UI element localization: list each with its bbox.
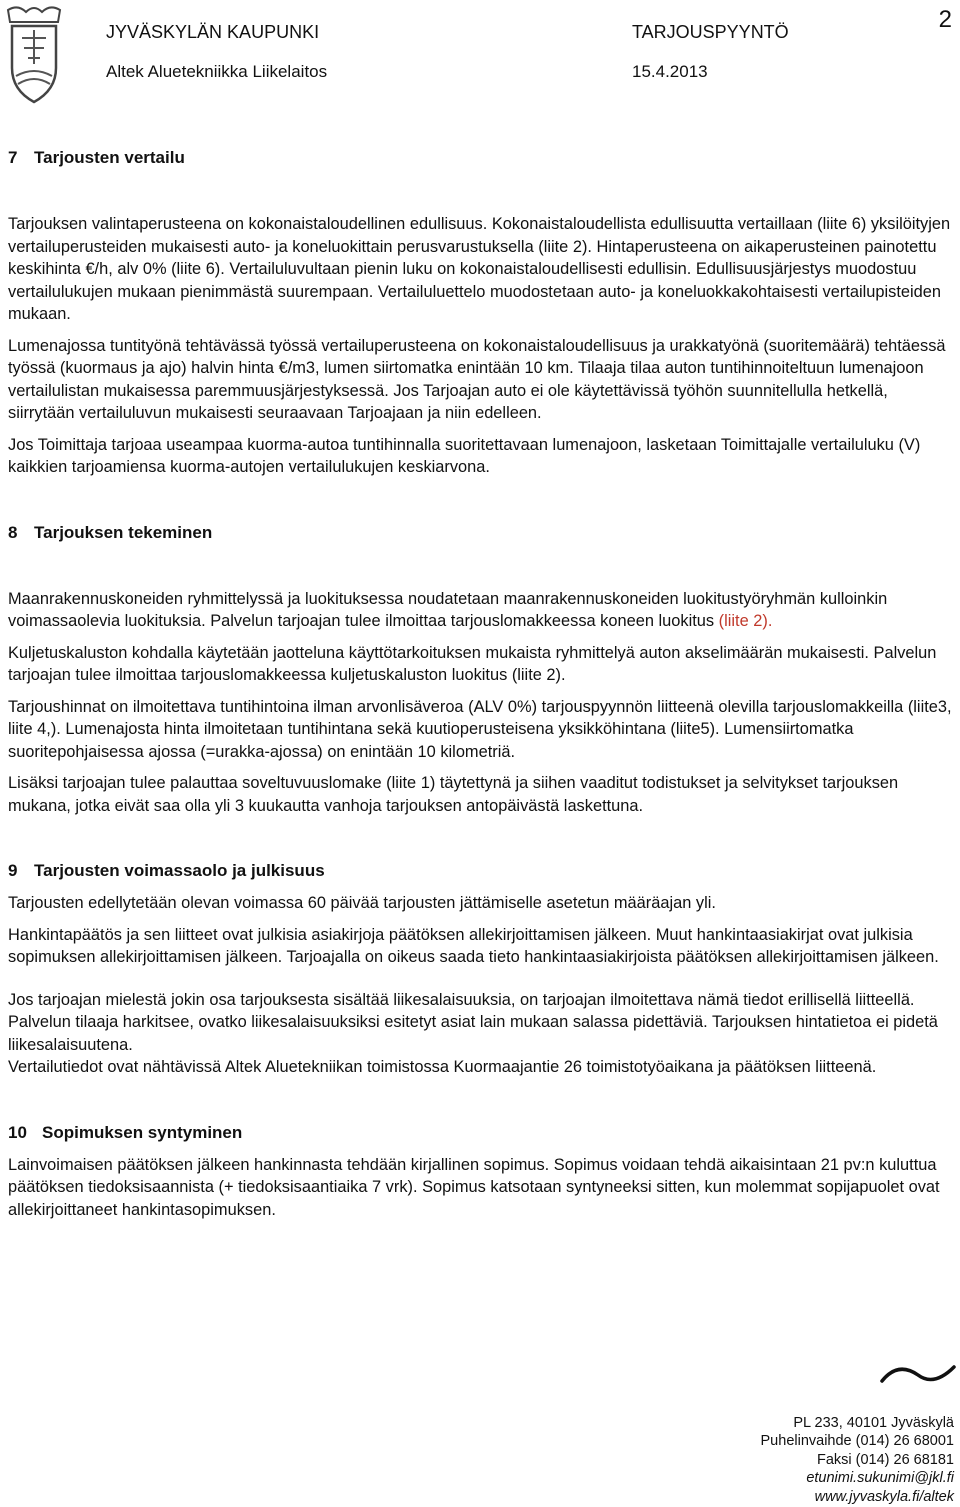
- section-7-number: 7: [8, 148, 18, 167]
- section-8-p3: Tarjoushinnat on ilmoitettava tuntihintoina ilman arvonlisäveroa (ALV 0%) tarjouspyynnön liitteenä olevilla tarjouslomakkeilla (liite3, liite 4,). Lumenajosta hinta ilmoitetaan tuntihintana sekä kuutioperusteisena yksikköhintana (liite5). Lumensiirtomatka suoritepohjaisessa ajossa (=urakka-ajossa) on enintään 10 kilometriä.: [8, 697, 952, 761]
- section-10-heading: [8, 1121, 954, 1145]
- header-org: JYVÄSKYLÄN KAUPUNKI: [106, 22, 320, 42]
- header-date: 15.4.2013: [632, 62, 708, 81]
- footer-contact: [761, 1414, 954, 1506]
- section-8-p2: Kuljetuskaluston kohdalla käytetään jaotteluna käyttötarkoituksen mukaista ryhmittelyä auton akselimäärän mukaisesti. Palvelun tarjoajan tulee ilmoittaa tarjouslomakkeessa kuljetuskaluston luokitus (liite 2).: [8, 643, 937, 684]
- section-7-p3: Jos Toimittaja tarjoaa useampaa kuorma-autoa tuntihinnalla suoritettavaan lumenajoon, lasketaan Toimittajalle vertailuluku (V) kaikkien tarjoamiensa kuorma-autojen vertailulukujen keskiarvona.: [8, 435, 921, 476]
- footer-phone: Puhelinvaihde (014) 26 68001: [760, 1433, 954, 1450]
- section-8-heading: [8, 521, 954, 545]
- section-7-title: Tarjousten vertailu: [34, 148, 185, 167]
- document-body: [8, 146, 954, 1221]
- section-10-number: 10: [8, 1122, 27, 1142]
- section-10-p1: Lainvoimaisen päätöksen jälkeen hankinnasta tehdään kirjallinen sopimus. Sopimus voidaan tehdä aikaisintaan 21 pv:n kuluttua päätöksen tiedoksisaannista (+ tiedoksisaantiaika 7 vrk). Sopimus katsotaan syntyneeksi sitten, kun molemmat sopijapuolet ovat allekirjoittaneet hankintasopimuksen.: [8, 1155, 940, 1219]
- footer-address: PL 233, 40101 Jyväskylä: [793, 1415, 954, 1431]
- section-9-p4: Vertailutiedot ovat nähtävissä Altek Aluetekniikan toimistossa Kuormaajantie 26 toimistotyöaikana ja päätöksen liitteenä.: [8, 1058, 877, 1076]
- section-8-p1: [8, 588, 954, 633]
- city-crest-icon: [4, 4, 64, 108]
- section-10-title: Sopimuksen syntyminen: [42, 1122, 243, 1142]
- section-9-heading: [8, 859, 954, 883]
- section-8-number: 8: [8, 522, 18, 542]
- section-8-title: Tarjouksen tekeminen: [34, 522, 213, 542]
- footer-web[interactable]: www.jyvaskyla.fi/altek: [814, 1488, 954, 1505]
- signature-swash-icon: [878, 1357, 958, 1393]
- page-number: 2: [938, 6, 952, 33]
- section-9-p2: Hankintapäätös ja sen liitteet ovat julkisia asiakirjoja päätöksen allekirjoittamisen jälkeen. Muut hankintaasiakirjat ovat julkisia sopimuksen allekirjoittamisen jälkeen. Tarjoajalla on oikeus saada tieto hankintaasiakirjoista päätöksen allekirjoittamisen jälkeen.: [8, 925, 939, 966]
- section-8-p1-ref: (liite 2).: [718, 612, 773, 630]
- footer-email[interactable]: etunimi.sukunimi@jkl.fi: [806, 1470, 954, 1487]
- section-8-p1-text: Maanrakennuskoneiden ryhmittelyssä ja luokituksessa noudatetaan maanrakennuskoneiden luokitustyöryhmän kulloinkin voimassaolevia luokituksia. Palvelun tarjoajan tulee ilmoittaa tarjouslomakkeessa koneen luokitus: [8, 589, 888, 630]
- footer-fax: Faksi (014) 26 68181: [816, 1451, 954, 1468]
- section-7-p1: Tarjouksen valintaperusteena on kokonaistaloudellinen edullisuus. Kokonaistaloudellista edullisuutta vertaillaan (liite 6) yksilöityjen vertailuperusteiden mukaisesti auto- ja koneluokittain perusvarustuksella (liite 2). Hintaperusteena on aikaperusteinen painotettu keskihinta €/h, alv 0% (liite 6). Vertailuluvultaan pienin luku on kokonaistaloudellisesti edullisin. Edullisuusjärjestys muodostuu vertailulukujen mukaan pienimmästä suurempaan. Vertailuluettelo muodostetaan auto- ja koneluokkakohtaisesti vertailupisteiden mukaan.: [8, 215, 951, 323]
- header-unit: Altek Aluetekniikka Liikelaitos: [106, 62, 328, 81]
- section-9-p3: Jos tarjoajan mielestä jokin osa tarjouksesta sisältää liikesalaisuuksia, on tarjoajan ilmoitettava nämä tiedot erillisellä liitteellä. Palvelun tilaaja harkitsee, ovatko liikesalaisuuksiksi esitetyt asiat lain mukaan salassa pidettäviä. Tarjouksen hintatietoa ei pidetä liikesalaisuutena.: [8, 990, 938, 1054]
- section-9-title: Tarjousten voimassaolo ja julkisuus: [34, 861, 325, 880]
- section-8-p4: Lisäksi tarjoajan tulee palauttaa soveltuvuuslomake (liite 1) täytettynä ja siihen vaaditut todistukset ja selvitykset tarjouksen mukana, jotka eivät saa olla yli 3 kuukautta vanhoja tarjouksen antopäivästä laskettuna.: [8, 774, 899, 815]
- section-7-p2: Lumenajossa tuntityönä tehtävässä työssä vertailuperusteena on kokonaistaloudellisuus ja urakkatyönä (suoritemäärä) tehtäessä työssä (kuormaus ja ajo) halvin hinta €/m3, lumen siirtomatka enintään 10 km. Tilaaja tilaa auton tuntihinnoiteltuun lumenajoon vertailulistan mukaisessa paremmuusjärjestyksessä. Jos Tarjoajan auto ei ole käytettävissä työhön suunnitellulla hetkellä, siirrytään vertailuluvun mukaisesti seuraavaan Tarjoajaan ja niin edelleen.: [8, 336, 946, 422]
- header-doc-type: TARJOUSPYYNTÖ: [632, 22, 789, 42]
- section-9-number: 9: [8, 861, 18, 880]
- section-7-heading: [8, 146, 954, 170]
- section-9-p1: Tarjousten edellytetään olevan voimassa 60 päivää tarjousten jättämiselle asetetun määräajan yli.: [8, 894, 716, 912]
